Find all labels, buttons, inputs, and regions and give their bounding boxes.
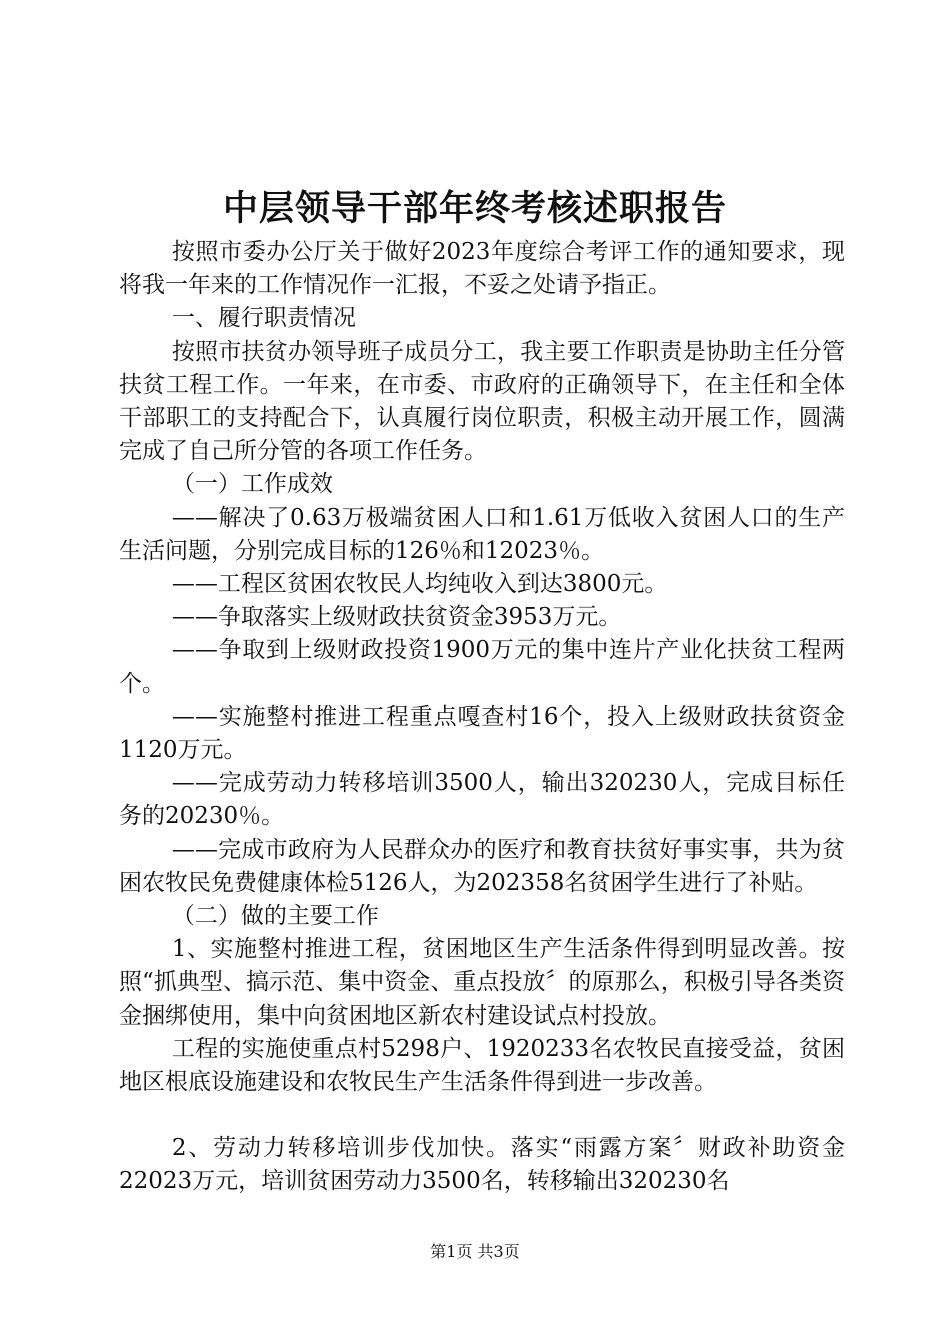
page-number-footer: 第1页 共3页 bbox=[430, 1242, 520, 1261]
subsection-heading-main-work: （二）做的主要工作 bbox=[171, 903, 379, 930]
result-item: ——工程区贫困农牧民人均纯收入到达3800元。 bbox=[171, 571, 668, 598]
document-body bbox=[119, 236, 845, 1199]
result-item: ——实施整村推进工程重点嘎查村16个，投入上级财政扶贫资金1120万元。 bbox=[119, 703, 845, 764]
document-title: 中层领导干部年终考核述职报告 bbox=[222, 188, 727, 229]
intro-paragraph: 按照市委办公厅关于做好2023年度综合考评工作的通知要求，现将我一年来的工作情况作一汇报，不妥之处请予指正。 bbox=[119, 239, 845, 299]
work-paragraph: 工程的实施使重点村5298户、1920233名农牧民直接受益，贫困地区根底设施建设和农牧民生产生活条件得到进一步改善。 bbox=[119, 1035, 845, 1096]
result-item: ——争取落实上级财政扶贫资金3953万元。 bbox=[171, 604, 622, 631]
result-item: ——解决了0.63万极端贫困人口和1.61万低收入贫困人口的生产生活问题，分别完成目标的126％和12023％。 bbox=[119, 504, 845, 564]
duties-paragraph: 按照市扶贫办领导班子成员分工，我主要工作职责是协助主任分管扶贫工程工作。一年来，在市委、市政府的正确领导下，在主任和全体干部职工的支持配合下，认真履行岗位职责，积极主动开展工作，圆满完成了自己所分管的各项工作任务。 bbox=[119, 338, 845, 465]
paragraph-gap bbox=[119, 1099, 845, 1132]
section-heading-duties: 一、履行职责情况 bbox=[171, 305, 356, 332]
work-paragraph: 2、劳动力转移培训步伐加快。落实“雨露方案〞财政补助资金22023万元，培训贫困劳动力3500名，转移输出320230名 bbox=[119, 1135, 845, 1195]
result-item: ——完成市政府为人民群众办的医疗和教育扶贫好事实事，共为贫困农牧民免费健康体检5126人，为202358名贫困学生进行了补贴。 bbox=[119, 836, 845, 896]
result-item: ——完成劳动力转移培训3500人，输出320230人，完成目标任务的20230％。 bbox=[119, 770, 845, 830]
subsection-heading-results: （一）工作成效 bbox=[171, 471, 333, 498]
work-paragraph: 1、实施整村推进工程，贫困地区生产生活条件得到明显改善。按照“抓典型、搞示范、集中资金、重点投放〞的原那么，积极引导各类资金捆绑使用，集中向贫困地区新农村建设试点村投放。 bbox=[119, 936, 845, 1029]
result-item: ——争取到上级财政投资1900万元的集中连片产业化扶贫工程两个。 bbox=[119, 637, 845, 697]
